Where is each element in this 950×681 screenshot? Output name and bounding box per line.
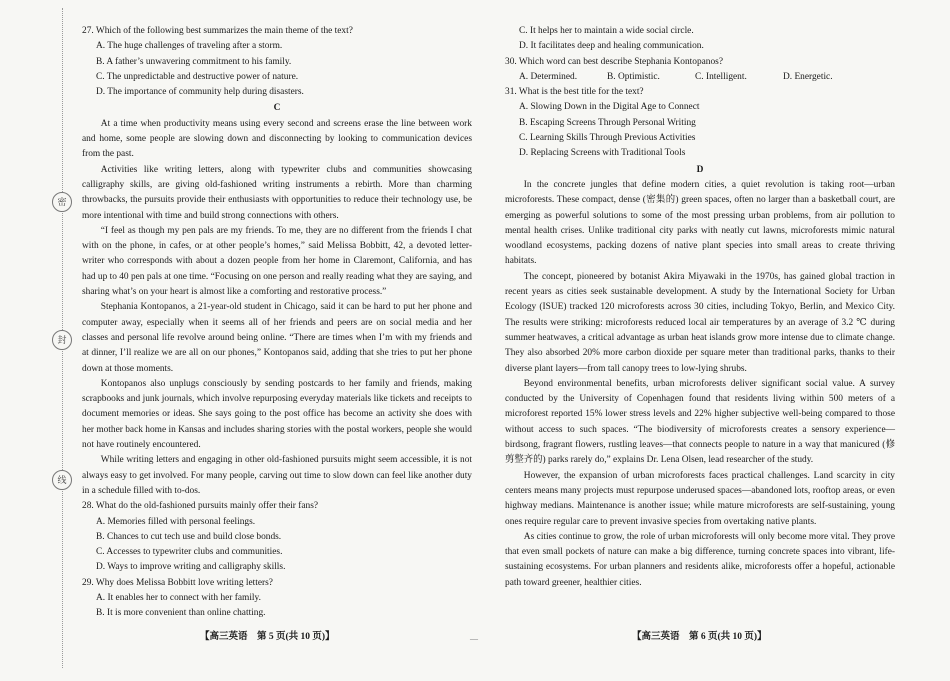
option: A. The huge challenges of traveling after a storm.	[96, 41, 283, 52]
option: D. Energetic.	[783, 71, 833, 82]
option: D. Replacing Screens with Traditional Tools	[519, 148, 686, 159]
paragraph: In the concrete jungles that define modern cities, a quiet revolution is taking root—urban microforests. These compact, dense (密集的) green spaces, often no larger than a basketball court, are emerging as powerful solutions to some of the most pressing urban problems, from air pollution to mental health crises. Unlike traditional city parks with neatly cut lawns, microforests mimic natural woodland ecosystems, packing dozens of native plant species into small areas to create thriving habitats.	[505, 179, 895, 267]
paragraph: As cities continue to grow, the role of urban microforests will only become more vital. They prove that even small pockets of nature can make a big difference, turning concrete spaces into vibrant, life-sustaining ecosystems. For urban planners and residents alike, microforests offer a hopeful, actionable path toward greener, healthier cities.	[505, 531, 895, 588]
paragraph: The concept, pioneered by botanist Akira Miyawaki in the 1970s, has gained global traction in recent years as cities seek sustainable development. A study by the International Society for Urban Ecology (ISUE) tracked 120 microforests across 30 cities, including Tokyo, Berlin, and Mexico City. The results were striking: microforests reduced local air temperatures by an average of 3.2 ℃ during summer heatwaves, a critical advantage as urban heat islands grow more intense due to climate change. They also absorbed 20% more carbon dioxide per square meter than traditional parks, thanks to their diverse plant layers—from tall canopy trees to low-lying shrubs.	[505, 271, 895, 374]
seal-mark: 线	[52, 470, 72, 490]
option: B. Chances to cut tech use and build close bonds.	[96, 531, 282, 542]
paragraph: However, the expansion of urban microforests faces practical challenges. Land scarcity in city centers means many projects must repurpose underused spaces—abandoned lots, rooftop areas, or even highway medians. Maintenance is another issue; while mature microforests are self-sustaining, young ones require regular care to prevent invasive species from overtaking native plants.	[505, 470, 895, 527]
page-footer: 【高三英语 第 6 页(共 10 页)】	[632, 632, 767, 642]
left-page	[82, 24, 472, 622]
paragraph: Activities like writing letters, along with typewriter clubs and communities showcasing calligraphy skills, are giving old-fashioned writing instruments a rebirth. More than charming throwbacks, the pursuits provide their enthusiasts with opportunities to reduce their technology use, be more intentional with time and build strong connections with others.	[82, 164, 472, 221]
option: D. It facilitates deep and healing communication.	[519, 41, 704, 52]
question-30: 30. Which word can best describe Stephania Kontopanos?	[505, 56, 723, 67]
option: C. Accesses to typewriter clubs and communities.	[96, 547, 283, 558]
paragraph: Kontopanos also unplugs consciously by sending postcards to her family and friends, making scrapbooks and junk journals, which involve repurposing everyday materials like tickets and receipts to document memories or ideas. She says going to the post office has become an activity she does with her mother back home in Kansas and includes sharing stories with the postal workers, people she would not have routinely encountered.	[82, 378, 472, 451]
option: A. Determined.	[519, 71, 578, 82]
question-28: 28. What do the old-fashioned pursuits mainly offer their fans?	[82, 501, 319, 512]
option: B. Optimistic.	[607, 71, 660, 82]
page-footer: 【高三英语 第 5 页(共 10 页)】	[200, 632, 335, 642]
paragraph: Stephania Kontopanos, a 21-year-old student in Chicago, said it can be hard to put her phone and computer away, especially when it seems all of her friends and peers are on social media and her classes and personal life revolve around being online. “There are times when I’m with my friends and at dinner, I’ll realize we are all on our phones,” Kontopanos said, adding that she tries to put her phone down at those moments.	[82, 302, 472, 374]
fold-mark: —	[470, 634, 478, 643]
option: B. A father’s unwavering commitment to his family.	[96, 56, 292, 67]
option: C. Learning Skills Through Previous Activities	[519, 133, 696, 144]
question-31: 31. What is the best title for the text?	[505, 87, 644, 98]
seal-mark: 密	[52, 192, 72, 212]
option: A. Slowing Down in the Digital Age to Connect	[519, 102, 700, 113]
option: A. It enables her to connect with her family.	[96, 592, 261, 603]
option: A. Memories filled with personal feelings.	[96, 516, 256, 527]
paragraph: Beyond environmental benefits, urban microforests deliver significant social value. A survey conducted by the University of Copenhagen found that residents living within 500 meters of a microforest reported 15% lower stress levels and 22% higher subjective well-being compared to those without access to such spaces. “The biodiversity of microforests creates a sensory experience—birdsong, fragrant flowers, rustling leaves—that connects people to nature in a way that manicured (修剪整齐的) parks rarely do,” explains Dr. Lena Olsen, lead researcher of the study.	[505, 378, 895, 466]
right-page	[505, 24, 895, 591]
option: B. Escaping Screens Through Personal Writing	[519, 117, 696, 128]
option: C. The unpredictable and destructive power of nature.	[96, 71, 299, 82]
paragraph: “I feel as though my pen pals are my friends. To me, they are no different from the friends I chat with on the phone, in cafes, or at other people’s homes,” said Melissa Bobbitt, 42, a devoted letter-writer who corresponds with about a dozen people from her home in Claremont, California, and has had up to 40 pen pals at one time. “Focusing on one person and really reading what they are saying, and sharing what’s on your heart is almost like a comforting and restorative process.”	[82, 225, 472, 298]
section-heading: D	[696, 164, 704, 175]
question-29: 29. Why does Melissa Bobbitt love writing letters?	[82, 577, 273, 588]
paragraph: At a time when productivity means using every second and screens erase the line between work and home, some people are slowing down and disconnecting by looking to communication devices from the past.	[82, 118, 472, 160]
option: C. It helps her to maintain a wide social circle.	[519, 26, 694, 36]
section-heading: C	[273, 103, 281, 114]
paragraph: While writing letters and engaging in other old-fashioned pursuits might seem accessible, it is not always easy to get involved. For many people, carving out time to slow down can feel like another duty in a schedule filled with to-dos.	[82, 455, 472, 496]
question-27: 27. Which of the following best summarizes the main theme of the text?	[82, 26, 353, 36]
option: D. Ways to improve writing and calligraphy skills.	[96, 562, 286, 573]
option: D. The importance of community help during disasters.	[96, 87, 304, 98]
option: B. It is more convenient than online chatting.	[96, 608, 266, 619]
seal-mark: 封	[52, 330, 72, 350]
options-row	[519, 70, 895, 85]
option: C. Intelligent.	[695, 71, 747, 82]
